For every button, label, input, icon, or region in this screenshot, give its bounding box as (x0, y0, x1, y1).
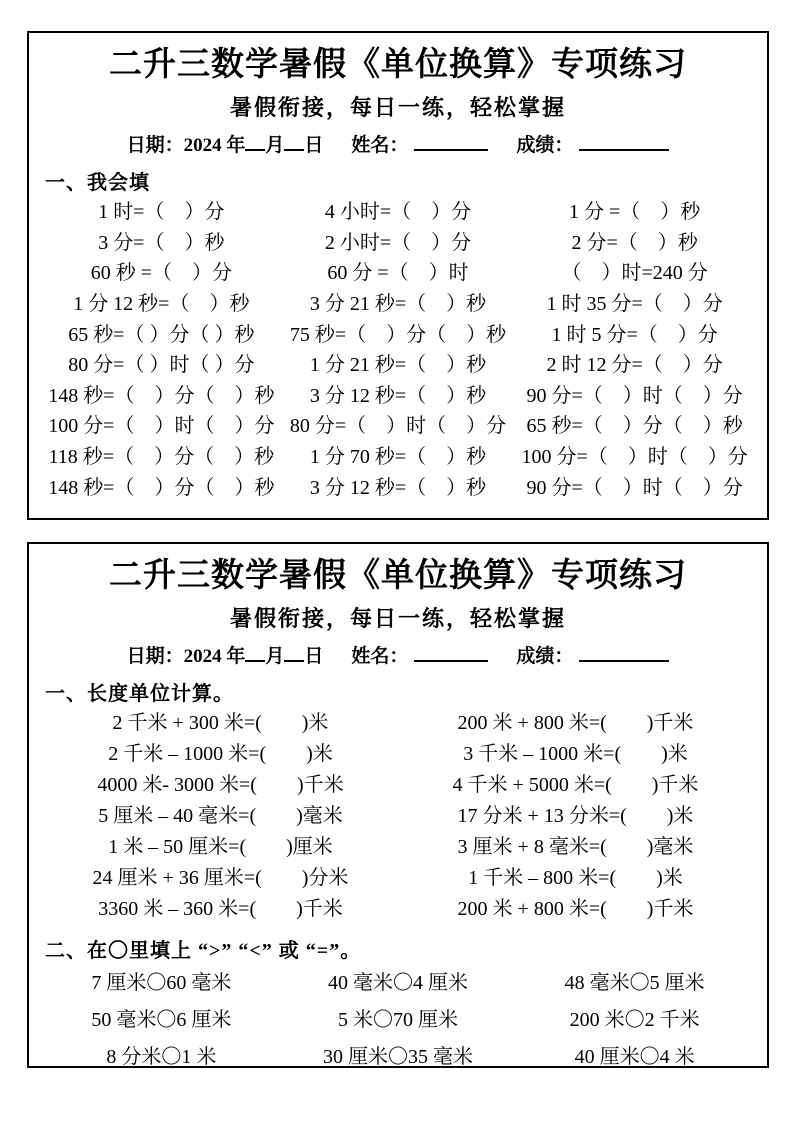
problem-item: 2 时 12 分=（ ）分 (546, 354, 723, 377)
day-blank (284, 645, 304, 662)
score-blank (579, 645, 669, 662)
problem-item: 7 厘米〇60 毫米 (91, 972, 232, 995)
name-label: 姓名： (351, 646, 409, 668)
problem-item: 1 时 5 分=（ ）分 (551, 323, 718, 346)
problem-item: 4 小时=（ ）分 (324, 201, 472, 224)
score-label: 成绩： (516, 135, 574, 157)
problem-item: 80 分=（ ）时（ ）分 (289, 415, 507, 438)
problem-item: 1 分 =（ ）秒 (569, 201, 701, 224)
month-blank (245, 645, 265, 662)
problem-item: 4000 米- 3000 米=( )千米 (97, 774, 344, 797)
month-label: 月 (265, 646, 285, 668)
problem-item: 148 秒=（ ）分（ ）秒 (48, 476, 275, 499)
name-label: 姓名： (351, 135, 409, 157)
problem-item: 1 时=（ ）分 (98, 201, 225, 224)
problem-item: 200 米 + 800 米=( )千米 (457, 712, 694, 735)
worksheet-subtitle: 暑假衔接，每日一练，轻松掌握 (229, 95, 566, 121)
problem-item: 50 毫米〇6 厘米 (91, 1009, 232, 1032)
problem-item: 3 千米 – 1000 米=( )米 (463, 743, 688, 766)
problem-item: （ ）时=240 分 (561, 262, 708, 285)
problem-item: 80 分=（ ）时（ ）分 (68, 354, 255, 377)
problem-item: 3 分 21 秒=（ ）秒 (309, 293, 487, 316)
problem-item: 90 分=（ ）时（ ）分 (526, 384, 743, 407)
section-heading-length: 一、长度单位计算。 (45, 683, 234, 706)
day-label: 日 (304, 646, 324, 668)
problem-item: 24 厘米 + 36 厘米=( )分米 (92, 867, 349, 890)
date-label: 日期：2024 年 (126, 135, 246, 157)
problem-item: 2 分=（ ）秒 (571, 231, 698, 254)
month-label: 月 (265, 135, 285, 157)
problem-item: 60 分 =（ ）时 (327, 262, 469, 285)
section-heading-fill: 一、我会填 (45, 172, 150, 195)
problem-item: 3 分=（ ）秒 (98, 231, 225, 254)
time-conversion-grid (43, 197, 753, 503)
problem-item: 1 千米 – 800 米=( )米 (468, 867, 683, 890)
section-heading-compare: 二、在〇里填上 “>” “<” 或 “=”。 (45, 940, 362, 963)
problem-item: 90 分=（ ）时（ ）分 (526, 476, 743, 499)
problem-item: 100 分=（ ）时（ ）分 (521, 446, 748, 468)
problem-item: 3360 米 – 360 米=( )千米 (98, 898, 343, 921)
problem-item: 148 秒=（ ）分（ ）秒 (48, 384, 275, 407)
problem-item: 17 分米 + 13 分米=( )米 (457, 805, 694, 828)
score-label: 成绩： (516, 646, 574, 668)
problem-item: 1 分 70 秒=（ ）秒 (309, 446, 487, 468)
problem-item: 65 秒=（ ）分（ ）秒 (526, 415, 743, 438)
month-blank (245, 134, 265, 151)
date-row (43, 130, 753, 157)
problem-item: 40 毫米〇4 厘米 (327, 972, 468, 995)
problem-item: 200 米 + 800 米=( )千米 (457, 898, 694, 921)
problem-item: 2 小时=（ ）分 (324, 231, 472, 254)
problem-item: 1 时 35 分=（ ）分 (546, 293, 723, 316)
problem-item: 2 千米 + 300 米=( )米 (112, 712, 329, 735)
day-blank (284, 134, 304, 151)
length-calculation-grid (43, 708, 753, 925)
problem-item: 2 千米 – 1000 米=( )米 (108, 743, 333, 766)
problem-item: 3 分 12 秒=（ ）秒 (309, 476, 487, 499)
problem-item: 5 厘米 – 40 毫米=( )毫米 (98, 805, 343, 828)
worksheet-panel-1 (27, 31, 769, 520)
problem-item: 118 秒=（ ）分（ ）秒 (48, 446, 275, 468)
date-label: 日期：2024 年 (126, 646, 246, 668)
worksheet-panel-2 (27, 542, 769, 1068)
day-label: 日 (304, 135, 324, 157)
problem-item: 1 米 – 50 厘米=( )厘米 (108, 836, 333, 859)
comparison-grid (43, 965, 753, 1076)
problem-item: 100 分=（ ）时（ ）分 (48, 415, 275, 438)
problem-item: 60 秒 =（ ）分 (90, 262, 232, 285)
problem-item: 3 厘米 + 8 毫米=( )毫米 (457, 836, 694, 859)
problem-item: 1 分 12 秒=（ ）秒 (73, 293, 250, 316)
worksheet-title: 二升三数学暑假《单位换算》专项练习 (109, 558, 687, 594)
problem-item: 4 千米 + 5000 米=( )千米 (452, 774, 699, 797)
problem-item: 40 厘米〇4 米 (574, 1046, 695, 1069)
name-blank (414, 645, 488, 662)
name-blank (414, 134, 488, 151)
worksheet-subtitle: 暑假衔接，每日一练，轻松掌握 (229, 606, 566, 632)
problem-item: 3 分 12 秒=（ ）秒 (309, 384, 487, 407)
worksheet-title: 二升三数学暑假《单位换算》专项练习 (109, 47, 687, 83)
score-blank (579, 134, 669, 151)
problem-item: 48 毫米〇5 厘米 (564, 972, 705, 995)
date-row (43, 641, 753, 668)
problem-item: 1 分 21 秒=（ ）秒 (309, 354, 487, 377)
problem-item: 200 米〇2 千米 (569, 1009, 700, 1032)
problem-item: 65 秒=（ ）分（ ）秒 (68, 323, 255, 346)
problem-item: 30 厘米〇35 毫米 (322, 1046, 473, 1069)
problem-item: 5 米〇70 厘米 (337, 1009, 458, 1032)
problem-item: 8 分米〇1 米 (106, 1046, 217, 1069)
problem-item: 75 秒=（ ）分（ ）秒 (289, 323, 507, 346)
